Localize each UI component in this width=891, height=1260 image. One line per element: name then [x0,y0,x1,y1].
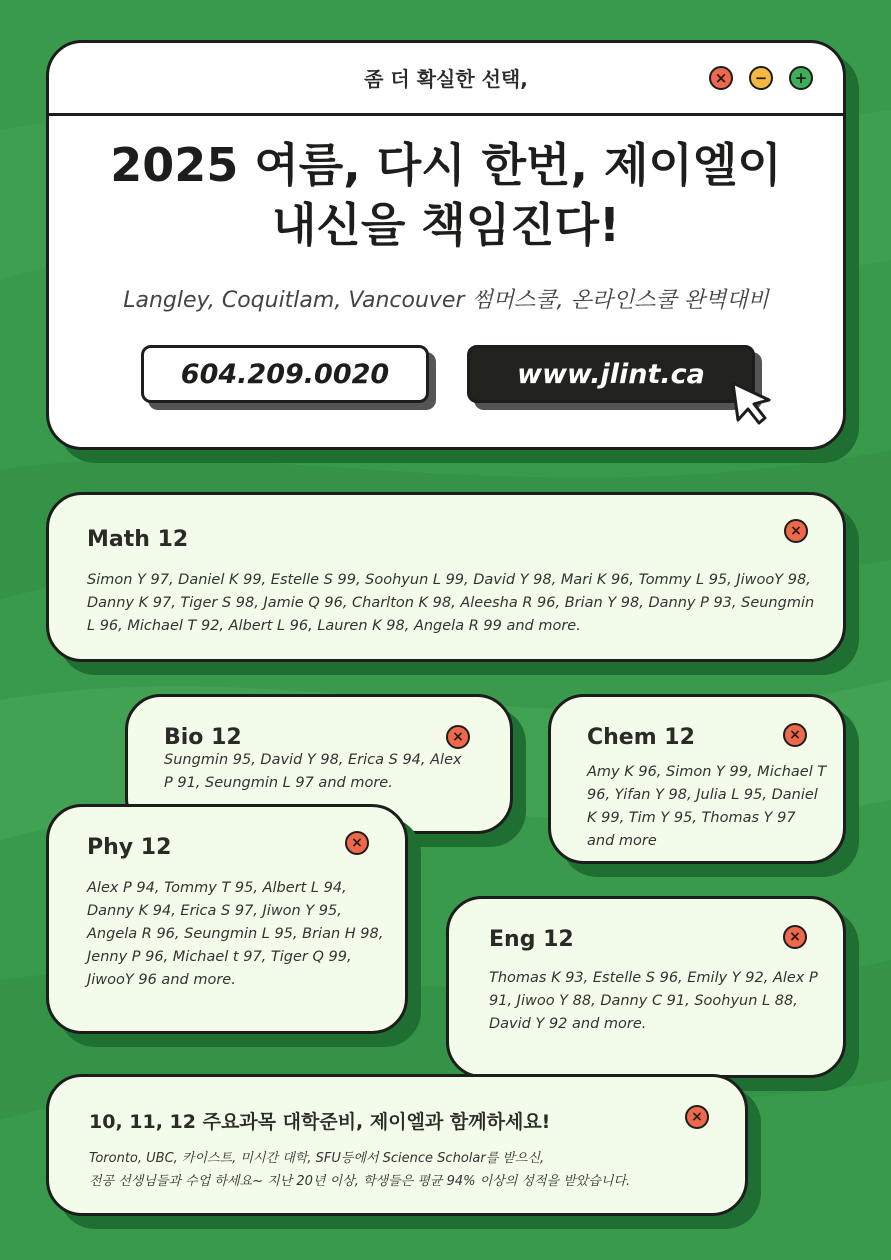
window-title-bar [49,43,843,116]
eng-card [446,896,846,1078]
hero-window [46,40,846,450]
close-icon[interactable]: × [783,723,807,747]
close-icon[interactable]: × [783,925,807,949]
close-icon[interactable]: × [345,831,369,855]
cta-title: 10, 11, 12 주요과목 대학준비, 제이엘과 함께하세요! [89,1111,551,1133]
website-button[interactable]: www.jlint.ca [467,345,755,403]
close-icon[interactable]: × [446,725,470,749]
math-card [46,492,846,662]
cursor-arrow-icon [729,380,773,426]
chem-names: Amy K 96, Simon Y 99, Michael T 96, Yifan Y 98, Julia L 95, Daniel K 99, Tim Y 95, Thomas Y 97 and more [587,764,827,849]
maximize-icon[interactable]: + [789,66,813,90]
bio-names: Sungmin 95, David Y 98, Erica S 94, Alex P 91, Seungmin L 97 and more. [164,752,462,791]
phy-title: Phy 12 [87,835,172,860]
bio-title: Bio 12 [164,725,242,750]
cta-card [46,1074,748,1216]
chem-card [548,694,846,864]
headline [49,135,843,255]
math-names: Simon Y 97, Daniel K 99, Estelle S 99, Soohyun L 99, David Y 98, Mari K 96, Tommy L 95, JiwooY 98, Danny K 97, Tiger S 98, Jamie Q 96, Charlton K 98, Aleesha R 96, Brian Y 98, Danny P 93, Seungmin L 96, Michael T 92, Albert L 96, Lauren K 98, Angela R 99 and more. [87,572,815,634]
phy-names: Alex P 94, Tommy T 95, Albert L 94, Danny K 94, Erica S 97, Jiwon Y 95, Angela R 96, Seungmin L 95, Brian H 98, Jenny P 96, Michael t 97, Tiger Q 99, JiwooY 96 and more. [87,880,384,988]
close-icon[interactable]: × [709,66,733,90]
chem-title: Chem 12 [587,725,695,750]
headline-line-2: 내신을 책임진다! [271,198,621,252]
cta-description [89,1147,739,1193]
cta-line-2: 전공 선생님들과 수업 하세요~ 지난 20년 이상, 학생들은 평균 94% 이상의 성적을 받았습니다. [89,1174,631,1189]
close-icon[interactable]: × [784,519,808,543]
headline-line-1: 2025 여름, 다시 한번, 제이엘이 [110,138,782,192]
cta-line-1: Toronto, UBC, 카이스트, 미시간 대학, SFU등에서 Science Scholar를 받으신, [89,1151,545,1166]
eng-names: Thomas K 93, Estelle S 96, Emily Y 92, Alex P 91, Jiwoo Y 88, Danny C 91, Soohyun L 88, David Y 92 and more. [489,970,818,1032]
phy-card [46,804,408,1034]
math-title: Math 12 [87,527,189,552]
eng-title: Eng 12 [489,927,574,952]
subtitle: Langley, Coquitlam, Vancouver 썸머스쿨, 온라인스쿨 완벽대비 [123,288,769,313]
minimize-icon[interactable]: − [749,66,773,90]
phone-button[interactable]: 604.209.0020 [141,345,429,403]
close-icon[interactable]: × [685,1105,709,1129]
window-title: 좀 더 확실한 선택, [364,67,528,91]
